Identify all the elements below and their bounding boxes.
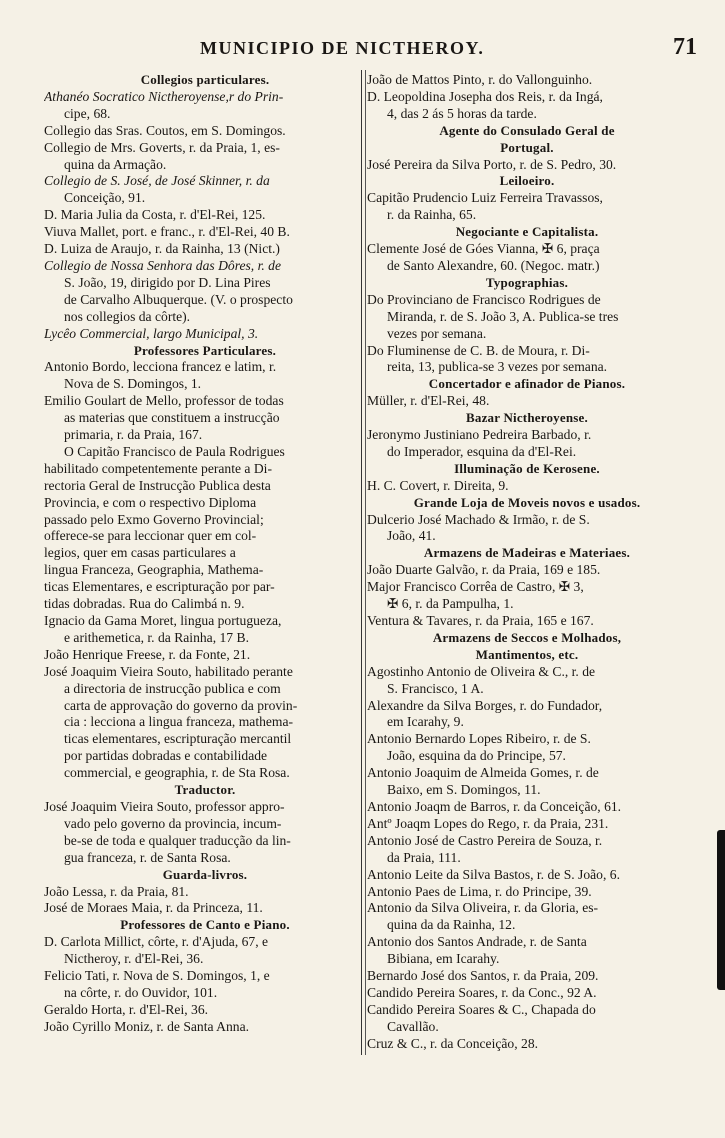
text-line: João Duarte Galvão, r. da Praia, 169 e 185. (367, 562, 601, 578)
text-line: Ventura & Tavares, r. da Praia, 165 e 167. (367, 613, 594, 628)
text-line: Major Francisco Corrêa de Castro, ✠ 3, (367, 579, 584, 595)
text-line: Bernardo José dos Santos, r. da Praia, 209. (367, 968, 599, 984)
text-line: primaria, r. da Praia, 167. (64, 427, 203, 443)
text-line: João Lessa, r. da Praia, 81. (44, 883, 189, 899)
text-line: quina da da Rainha, 12. (387, 917, 516, 933)
text-line: Antº Joaqm Lopes do Rego, r. da Praia, 231. (367, 815, 609, 831)
text-line: S. Francisco, 1 A. (387, 680, 484, 696)
text-line: cipe, 68. (64, 105, 111, 121)
section-heading: Professores Particulares. (133, 342, 277, 358)
text-line: D. Leopoldina Josepha dos Reis, r. da Ingá, (367, 88, 603, 104)
text-line: a directoria de instrucção publica e com (64, 680, 281, 696)
text-line: Candido Pereira Soares & C., Chapada do (367, 1001, 596, 1017)
text-line: do Imperador, esquina da d'El-Rei. (387, 443, 577, 459)
text-line: Antonio Joaquim de Almeida Gomes, r. de (367, 765, 599, 781)
section-heading: Guarda-livros. (162, 866, 248, 882)
text-line: gua franceza, r. de Santa Rosa. (64, 849, 231, 865)
text-line: Candido Pereira Soares, r. da Conc., 92 A. (367, 984, 597, 1000)
text-line: Clemente José de Góes Vianna, ✠ 6, praça (367, 241, 600, 257)
text-line: ticas elementares, escripturação mercantil (64, 731, 292, 747)
section-heading: Negociante e Capitalista. (455, 224, 599, 240)
text-line: Antonio Joaqm de Barros, r. da Conceição, 61. (367, 798, 622, 814)
text-line: Viuva Mallet, port. e franc., r. d'El-Rei, 40 B. (44, 224, 290, 240)
text-line: tidas dobradas. Rua do Calimbá n. 9. (44, 596, 245, 612)
text-line: be-se de toda e qualquer traducção da lin- (64, 832, 291, 848)
right-column (367, 72, 687, 1053)
text-line: Collegio de Nossa Senhora das Dôres, r. de (44, 257, 282, 273)
text-line: rectoria Geral de Instrucção Publica desta (44, 477, 271, 493)
text-line: commercial, e geographia, r. de Sta Rosa. (64, 765, 290, 781)
text-line: 4, das 2 ás 5 horas da tarde. (387, 105, 537, 121)
text-line: Antonio dos Santos Andrade, r. de Santa (367, 934, 587, 950)
text-line: Alexandre da Silva Borges, r. do Fundador, (367, 697, 603, 713)
text-line: e arithemetica, r. da Rainha, 17 B. (64, 629, 249, 645)
text-line: Collegio de S. José, de José Skinner, r. da (44, 173, 270, 189)
section-heading: Collegios particulares. (140, 72, 270, 87)
section-heading: Armazens de Madeiras e Materiaes. (423, 545, 631, 561)
text-line: de Santo Alexandre, 60. (Negoc. matr.) (387, 257, 600, 273)
section-heading: Concertador e afinador de Pianos. (428, 376, 626, 392)
text-line: João Henrique Freese, r. da Fonte, 21. (44, 646, 251, 662)
text-line: Baixo, em S. Domingos, 11. (387, 782, 541, 798)
section-heading: Leiloeiro. (499, 173, 555, 189)
text-line: passado pelo Exmo Governo Provincial; (44, 511, 264, 527)
text-line: João, esquina da do Principe, 57. (387, 748, 566, 764)
text-line: ticas Elementares, e escripturação por par- (44, 579, 275, 595)
text-line: S. João, 19, dirigido por D. Lina Pires (64, 274, 271, 290)
text-line: João, 41. (387, 528, 436, 544)
text-line: Lycêo Commercial, largo Municipal, 3. (44, 325, 259, 341)
left-column (44, 72, 366, 1036)
text-line: legios, quer em casas particulares a (44, 545, 236, 561)
section-heading: Mantimentos, etc. (475, 646, 579, 662)
page-edge-shadow (717, 830, 725, 990)
text-line: da Praia, 111. (387, 849, 461, 865)
text-line: José de Moraes Maia, r. da Princeza, 11. (44, 900, 263, 916)
text-line: Provincia, e com o respectivo Diploma (44, 494, 257, 510)
text-line: Do Provinciano de Francisco Rodrigues de (367, 291, 601, 307)
text-line: Athanéo Socratico Nictheroyense,r do Prin- (44, 88, 284, 104)
text-line: ✠ 6, r. da Pampulha, 1. (387, 596, 514, 612)
section-heading: Illuminação de Kerosene. (454, 460, 600, 476)
text-line: lingua Franceza, Geographia, Mathema- (44, 562, 264, 578)
text-line: Felicio Tati, r. Nova de S. Domingos, 1, e (44, 968, 270, 984)
text-line: por partidas dobradas e contabilidade (64, 748, 268, 764)
text-line: Cavallão. (387, 1018, 439, 1034)
text-line: nos collegios da côrte). (64, 308, 191, 324)
text-line: Do Fluminense de C. B. de Moura, r. Di- (367, 342, 590, 358)
text-line: Conceição, 91. (64, 190, 146, 206)
section-heading: Bazar Nictheroyense. (466, 410, 588, 426)
text-line: Jeronymo Justiniano Pedreira Barbado, r. (367, 427, 592, 443)
text-line: D. Carlota Millict, côrte, r. d'Ajuda, 67, e (44, 934, 269, 950)
text-line: Antonio José de Castro Pereira de Souza, r. (367, 832, 603, 848)
text-line: Dulcerio José Machado & Irmão, r. de S. (367, 511, 590, 527)
text-line: Antonio Bernardo Lopes Ribeiro, r. de S. (367, 731, 591, 747)
text-line: de Carvalho Albuquerque. (V. o prospecto (64, 291, 293, 307)
text-line: D. Maria Julia da Costa, r. d'El-Rei, 125. (44, 207, 266, 223)
section-heading: Armazens de Seccos e Molhados, (432, 629, 622, 645)
text-line: quina da Armação. (64, 156, 167, 172)
text-line: vezes por semana. (387, 325, 487, 341)
page-header (0, 34, 725, 66)
text-line: O Capitão Francisco de Paula Rodrigues (64, 443, 285, 459)
text-line: Antonio Bordo, lecciona francez e latim, r. (44, 359, 277, 375)
section-heading: Portugal. (500, 139, 554, 155)
text-line: Collegio das Sras. Coutos, em S. Domingos. (44, 122, 286, 138)
section-heading: Agente do Consulado Geral de (439, 122, 615, 138)
text-line: José Joaquim Vieira Souto, professor appro- (44, 798, 285, 814)
page-title: MUNICIPIO DE NICTHEROY. (200, 38, 485, 58)
text-line: Antonio Paes de Lima, r. do Principe, 39. (367, 883, 592, 899)
text-line: r. da Rainha, 65. (387, 207, 477, 223)
text-line: offerece-se para leccionar quer em col- (44, 528, 257, 544)
text-line: D. Luiza de Araujo, r. da Rainha, 13 (Nict.) (44, 241, 280, 257)
text-line: Collegio de Mrs. Goverts, r. da Praia, 1, es- (44, 139, 280, 155)
text-line: Miranda, r. de S. João 3, A. Publica-se tres (387, 308, 619, 324)
text-line: Nova de S. Domingos, 1. (64, 376, 202, 392)
text-line: em Icarahy, 9. (387, 714, 464, 730)
text-line: Ignacio da Gama Moret, lingua portugueza, (44, 613, 282, 628)
text-line: Müller, r. d'El-Rei, 48. (367, 393, 490, 409)
text-line: carta de approvação do governo da provin- (64, 697, 298, 713)
text-line: Emilio Goulart de Mello, professor de todas (44, 393, 284, 409)
text-line: João de Mattos Pinto, r. do Vallonguinho. (367, 72, 593, 87)
text-line: Antonio Leite da Silva Bastos, r. de S. João, 6. (367, 866, 620, 882)
text-line: reita, 13, publica-se 3 vezes por semana. (387, 359, 608, 375)
text-line: as materias que constituem a instrucção (64, 410, 280, 426)
text-line: João Cyrillo Moniz, r. de Santa Anna. (44, 1018, 250, 1034)
text-line: Bibiana, em Icarahy. (387, 951, 500, 967)
text-line: Cruz & C., r. da Conceição, 28. (367, 1035, 539, 1051)
page-number: 71 (673, 34, 697, 60)
text-line: habilitado competentemente perante a Di- (44, 460, 272, 476)
text-line: José Joaquim Vieira Souto, habilitado perante (44, 663, 293, 679)
text-line: Capitão Prudencio Luiz Ferreira Travassos, (367, 190, 603, 206)
section-heading: Traductor. (174, 782, 236, 798)
text-line: José Pereira da Silva Porto, r. de S. Pedro, 30. (367, 156, 617, 172)
text-line: cia : lecciona a lingua franceza, mathema- (64, 714, 294, 730)
section-heading: Typographias. (485, 274, 569, 290)
text-line: H. C. Covert, r. Direita, 9. (367, 477, 509, 493)
section-heading: Professores de Canto e Piano. (120, 917, 290, 933)
text-line: Antonio da Silva Oliveira, r. da Gloria, es- (367, 900, 599, 916)
section-heading: Grande Loja de Moveis novos e usados. (413, 494, 641, 510)
text-line: vado pelo governo da provincia, incum- (64, 815, 282, 831)
text-line: Agostinho Antonio de Oliveira & C., r. de (367, 663, 596, 679)
text-line: Nictheroy, r. d'El-Rei, 36. (64, 951, 204, 967)
text-line: na côrte, r. do Ouvidor, 101. (64, 984, 218, 1000)
text-line: Geraldo Horta, r. d'El-Rei, 36. (44, 1001, 209, 1017)
